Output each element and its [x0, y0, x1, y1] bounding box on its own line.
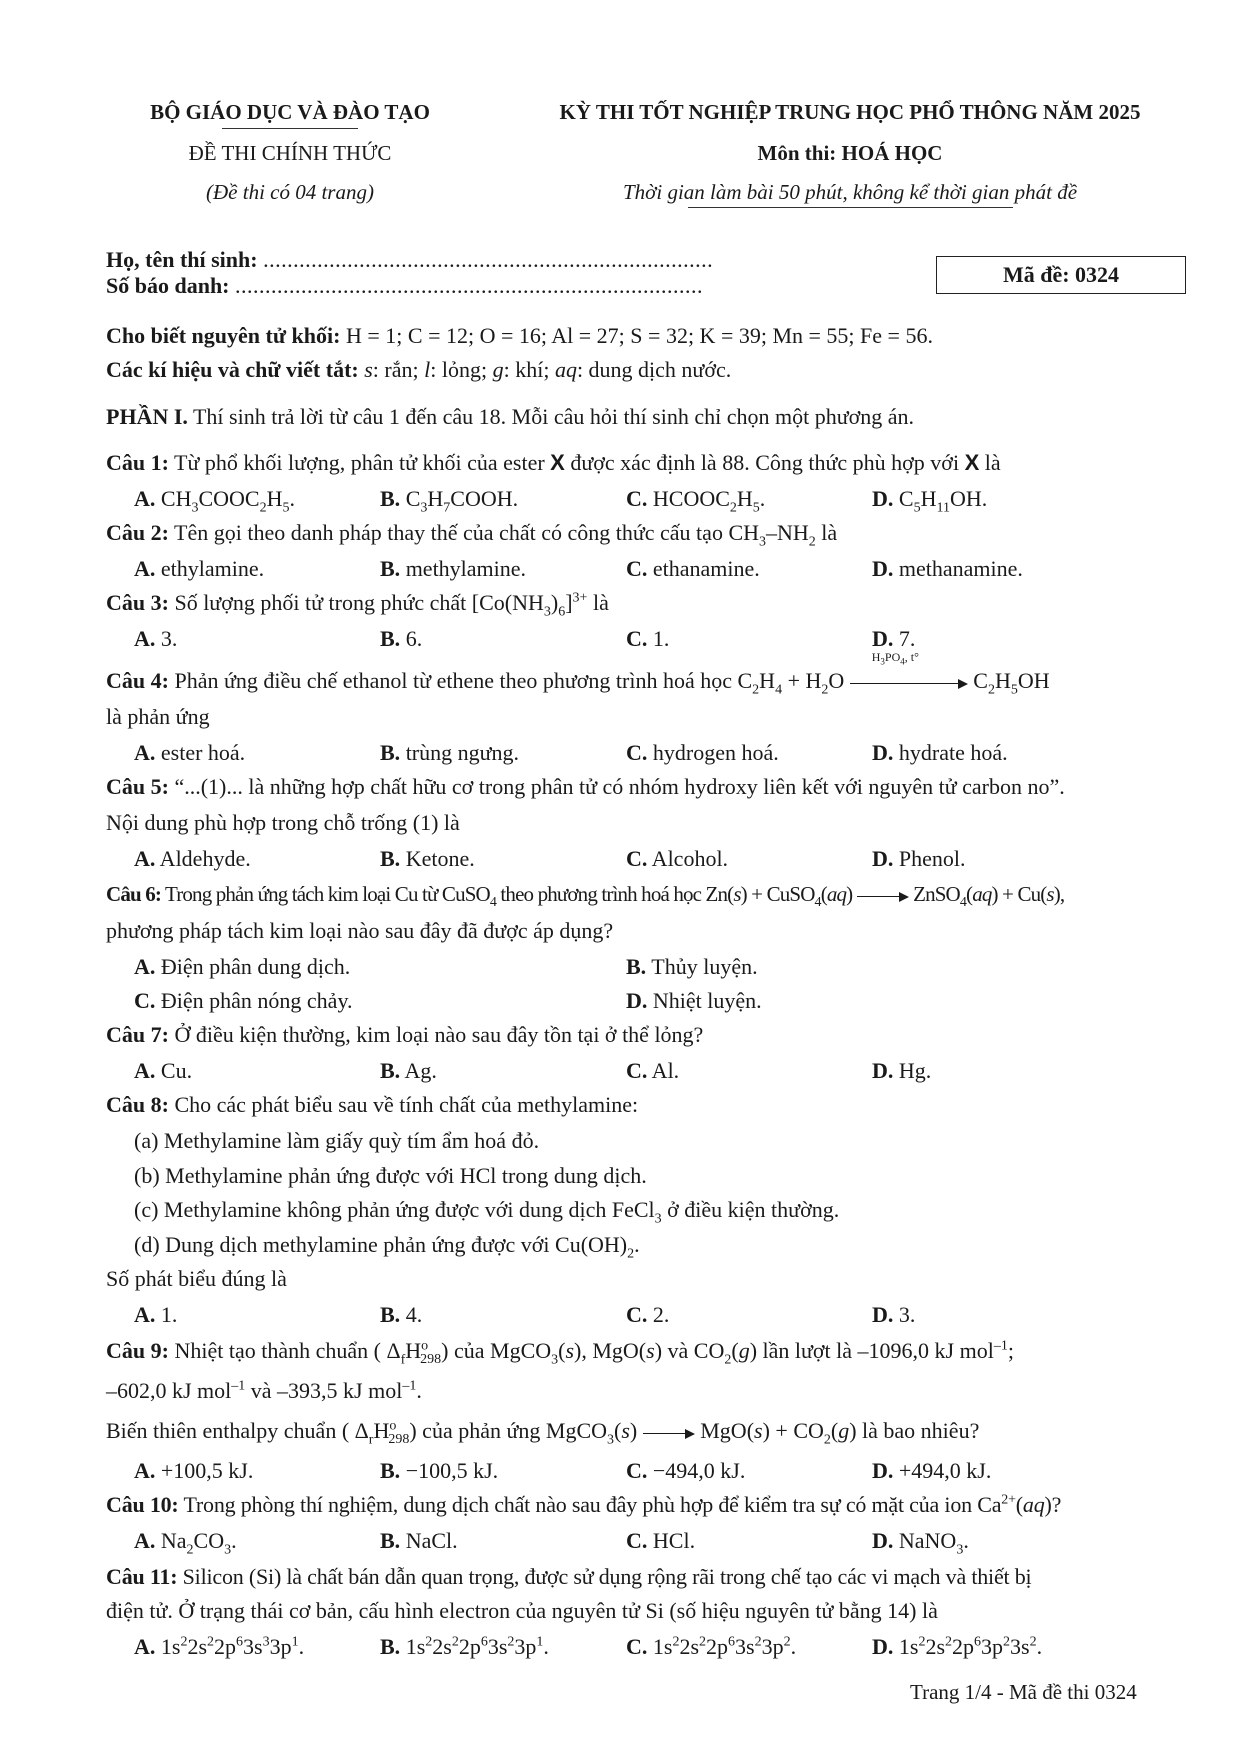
q9-option-b[interactable]: B. −100,5 kJ.	[380, 1458, 499, 1483]
q4-option-d[interactable]: D. hydrate hoá.	[872, 740, 1008, 765]
candidate-name-dots: ...........................................................................	[263, 247, 714, 272]
q6-option-a[interactable]: A. Điện phân dung dịch.	[134, 954, 351, 979]
exam-code-label: Mã đề: 0324	[1002, 262, 1120, 287]
atomic-mass-label: Cho biết nguyên tử khối:	[106, 323, 341, 348]
symbols-line: Các kí hiệu và chữ viết tắt: s: rắn; l: lỏng; g: khí; aq: dung dịch nước.	[106, 357, 732, 382]
q8-statement-b: (b) Methylamine phản ứng được với HCl trong dung dịch.	[134, 1163, 647, 1188]
q11-option-a[interactable]: A. $1s^22s^22p^63s^33p^1$.	[134, 1634, 305, 1659]
q4-stem: Câu 4: Phản ứng điều chế ethanol từ ethene theo phương trình hoá học $C_2H_4 + H_2O$ $H_3PO_4$, t° $C_2H_5OH$	[106, 649, 1050, 698]
pages-note: (Đề thi có 04 trang)	[206, 180, 374, 204]
exam-code-box	[936, 256, 1186, 294]
q7-option-c[interactable]: C. Al.	[626, 1058, 680, 1083]
q10-option-b[interactable]: B. NaCl.	[380, 1528, 458, 1553]
q1-option-c[interactable]: C. $HCOOC_2H_5$.	[626, 486, 766, 516]
time-underline	[688, 207, 1013, 208]
q10-option-a[interactable]: A. $Na_2CO_3$.	[134, 1528, 237, 1558]
candidate-name-label: Họ, tên thí sinh:	[106, 247, 258, 272]
q9-option-d[interactable]: D. +494,0 kJ.	[872, 1458, 992, 1483]
q8-statement-a: (a) Methylamine làm giấy quỳ tím ẩm hoá đỏ.	[134, 1128, 540, 1153]
candidate-id-row	[106, 273, 703, 299]
candidate-name-row	[106, 247, 713, 273]
q3-option-d[interactable]: D. 7.	[872, 626, 916, 651]
part1-text: Thí sinh trả lời từ câu 1 đến câu 18. Mỗi câu hỏi thí sinh chỉ chọn một phương án.	[187, 404, 915, 429]
q5-option-a[interactable]: A. Aldehyde.	[134, 846, 251, 871]
q7-option-a[interactable]: A. Cu.	[134, 1058, 193, 1083]
q6-stem: Câu 6: Trong phản ứng tách kim loại Cu từ CuSO$_4$ theo phương trình hoá học Zn(s) + CuSO$_4$(aq) ZnSO$_4$(aq) + Cu(s),	[106, 882, 1065, 911]
q11-option-b[interactable]: B. $1s^22s^22p^63s^23p^1$.	[380, 1634, 549, 1659]
q4-stem-line2: là phản ứng	[106, 704, 210, 729]
q5-option-c[interactable]: C. Alcohol.	[626, 846, 729, 871]
q2-option-a[interactable]: A. ethylamine.	[134, 556, 265, 581]
ministry-name: BỘ GIÁO DỤC VÀ ĐÀO TẠO	[150, 100, 430, 124]
official-label: ĐỀ THI CHÍNH THỨC	[188, 141, 392, 165]
q8-option-c[interactable]: C. 2.	[626, 1302, 670, 1327]
q7-stem: Câu 7: Ở điều kiện thường, kim loại nào sau đây tồn tại ở thể lỏng?	[106, 1022, 704, 1047]
q8-statement-d: (d) Dung dịch methylamine phản ứng được với $Cu(OH)_2$.	[134, 1232, 640, 1262]
q6-reaction-arrow	[857, 884, 909, 909]
time-note: Thời gian làm bài 50 phút, không kể thời gian phát đề	[622, 180, 1078, 204]
exam-title: KỲ THI TỐT NGHIỆP TRUNG HỌC PHỔ THÔNG NĂM 2025	[559, 100, 1141, 124]
q11-stem-line2: điện tử. Ở trạng thái cơ bản, cấu hình electron của nguyên tử Si (số hiệu nguyên tử bằng 14) là	[106, 1598, 938, 1623]
q5-option-d[interactable]: D. Phenol.	[872, 846, 966, 871]
q5-option-b[interactable]: B. Ketone.	[380, 846, 475, 871]
atomic-mass-line	[106, 323, 933, 349]
q10-stem: Câu 10: Trong phòng thí nghiệm, dung dịch chất nào sau đây phù hợp để kiểm tra sự có mặt của ion $Ca^{2+}(aq)$?	[106, 1492, 1062, 1517]
q8-option-a[interactable]: A. 1.	[134, 1302, 178, 1327]
q3-stem: Câu 3: Số lượng phối tử trong phức chất $[Co(NH_3)_6]^{3+}$ là	[106, 590, 609, 620]
candidate-id-label: Số báo danh:	[106, 273, 230, 298]
q7-option-b[interactable]: B. Ag.	[380, 1058, 437, 1083]
q6-option-b[interactable]: B. Thủy luyện.	[626, 954, 758, 979]
q6-option-d[interactable]: D. Nhiệt luyện.	[626, 988, 762, 1013]
q3-option-b[interactable]: B. 6.	[380, 626, 423, 651]
q6-option-c[interactable]: C. Điện phân nóng chảy.	[134, 988, 353, 1013]
q3-option-c[interactable]: C. 1.	[626, 626, 670, 651]
page-footer: Trang 1/4 - Mã đề thi 0324	[910, 1680, 1137, 1704]
q2-option-d[interactable]: D. methanamine.	[872, 556, 1023, 581]
part1-instruction	[106, 404, 914, 430]
subject-title: Môn thi: HOÁ HỌC	[757, 141, 943, 165]
ministry-underline	[222, 128, 358, 129]
q5-stem-line2: Nội dung phù hợp trong chỗ trống (1) là	[106, 810, 460, 835]
q4-option-c[interactable]: C. hydrogen hoá.	[626, 740, 779, 765]
q10-option-d[interactable]: D. NaNO$_3$.	[872, 1528, 969, 1558]
q8-stem: Câu 8: Cho các phát biểu sau về tính chất của methylamine:	[106, 1092, 639, 1117]
q2-option-b[interactable]: B. methylamine.	[380, 556, 527, 581]
q4-option-a[interactable]: A. ester hoá.	[134, 740, 246, 765]
q11-option-d[interactable]: D. $1s^22s^22p^63p^23s^2$.	[872, 1634, 1043, 1659]
atomic-mass-values: H = 1; C = 12; O = 16; Al = 27; S = 32; K = 39; Mn = 55; Fe = 56.	[340, 323, 933, 348]
q9-option-c[interactable]: C. −494,0 kJ.	[626, 1458, 746, 1483]
q5-stem: Câu 5: “...(1)... là những hợp chất hữu cơ trong phân tử có nhóm hydroxy liên kết với nguyên tử carbon no”.	[106, 774, 1065, 799]
q9-option-a[interactable]: A. +100,5 kJ.	[134, 1458, 254, 1483]
q11-option-c[interactable]: C. $1s^22s^22p^63s^23p^2$.	[626, 1634, 797, 1659]
part1-label: PHẦN I.	[106, 404, 188, 429]
q8-question: Số phát biểu đúng là	[106, 1266, 287, 1291]
q1-option-a[interactable]: A. $CH_3COOC_2H_5$.	[134, 486, 295, 516]
q8-option-d[interactable]: D. 3.	[872, 1302, 916, 1327]
q8-option-b[interactable]: B. 4.	[380, 1302, 423, 1327]
q9-reaction-arrow	[643, 1420, 695, 1446]
q9-stem-line2: –602,0 kJ mol$^{-1}$ và –393,5 kJ mol$^{-1}$.	[106, 1378, 422, 1403]
q6-stem-line2: phương pháp tách kim loại nào sau đây đã được áp dụng?	[106, 918, 614, 943]
q3-option-a[interactable]: A. 3.	[134, 626, 178, 651]
q11-stem: Câu 11: Silicon (Si) là chất bán dẫn quan trọng, được sử dụng rộng rãi trong chế tạo các vi mạch và thiết bị	[106, 1564, 1032, 1589]
q1-stem: Câu 1: Từ phổ khối lượng, phân tử khối của ester X được xác định là 88. Công thức phù hợp với X là	[106, 450, 1001, 475]
q1-option-b[interactable]: B. $C_3H_7COOH$.	[380, 486, 519, 516]
q4-option-b[interactable]: B. trùng ngưng.	[380, 740, 520, 765]
q1-option-d[interactable]: D. $C_5H_{11}OH$.	[872, 486, 988, 516]
q9-stem-line3: Biến thiên enthalpy chuẩn ( $\Delta_rH^o_{298}$) của phản ứng MgCO$_3$(s) $MgO(s) + CO_2(g)$ là bao nhiêu?	[106, 1418, 980, 1448]
q2-option-c[interactable]: C. ethanamine.	[626, 556, 760, 581]
q9-stem: Câu 9: Nhiệt tạo thành chuẩn ( $\Delta_fH^o_{298}$) của MgCO$_3$(s), MgO(s) và $CO_2(g)$ lần lượt là –1096,0 kJ mol$^{-1}$;	[106, 1338, 1014, 1368]
q2-stem: Câu 2: Tên gọi theo danh pháp thay thế của chất có công thức cấu tạo $CH_3-NH_2$ là	[106, 520, 838, 550]
candidate-id-dots: ..............................................................................	[235, 273, 704, 298]
q4-reaction-arrow: $H_3PO_4$, t°	[850, 670, 968, 696]
q8-statement-c: (c) Methylamine không phản ứng được với dung dịch FeCl$_3$ ở điều kiện thường.	[134, 1197, 840, 1227]
symbols-label: Các kí hiệu và chữ viết tắt:	[106, 357, 359, 382]
q10-option-c[interactable]: C. HCl.	[626, 1528, 696, 1553]
q7-option-d[interactable]: D. Hg.	[872, 1058, 932, 1083]
